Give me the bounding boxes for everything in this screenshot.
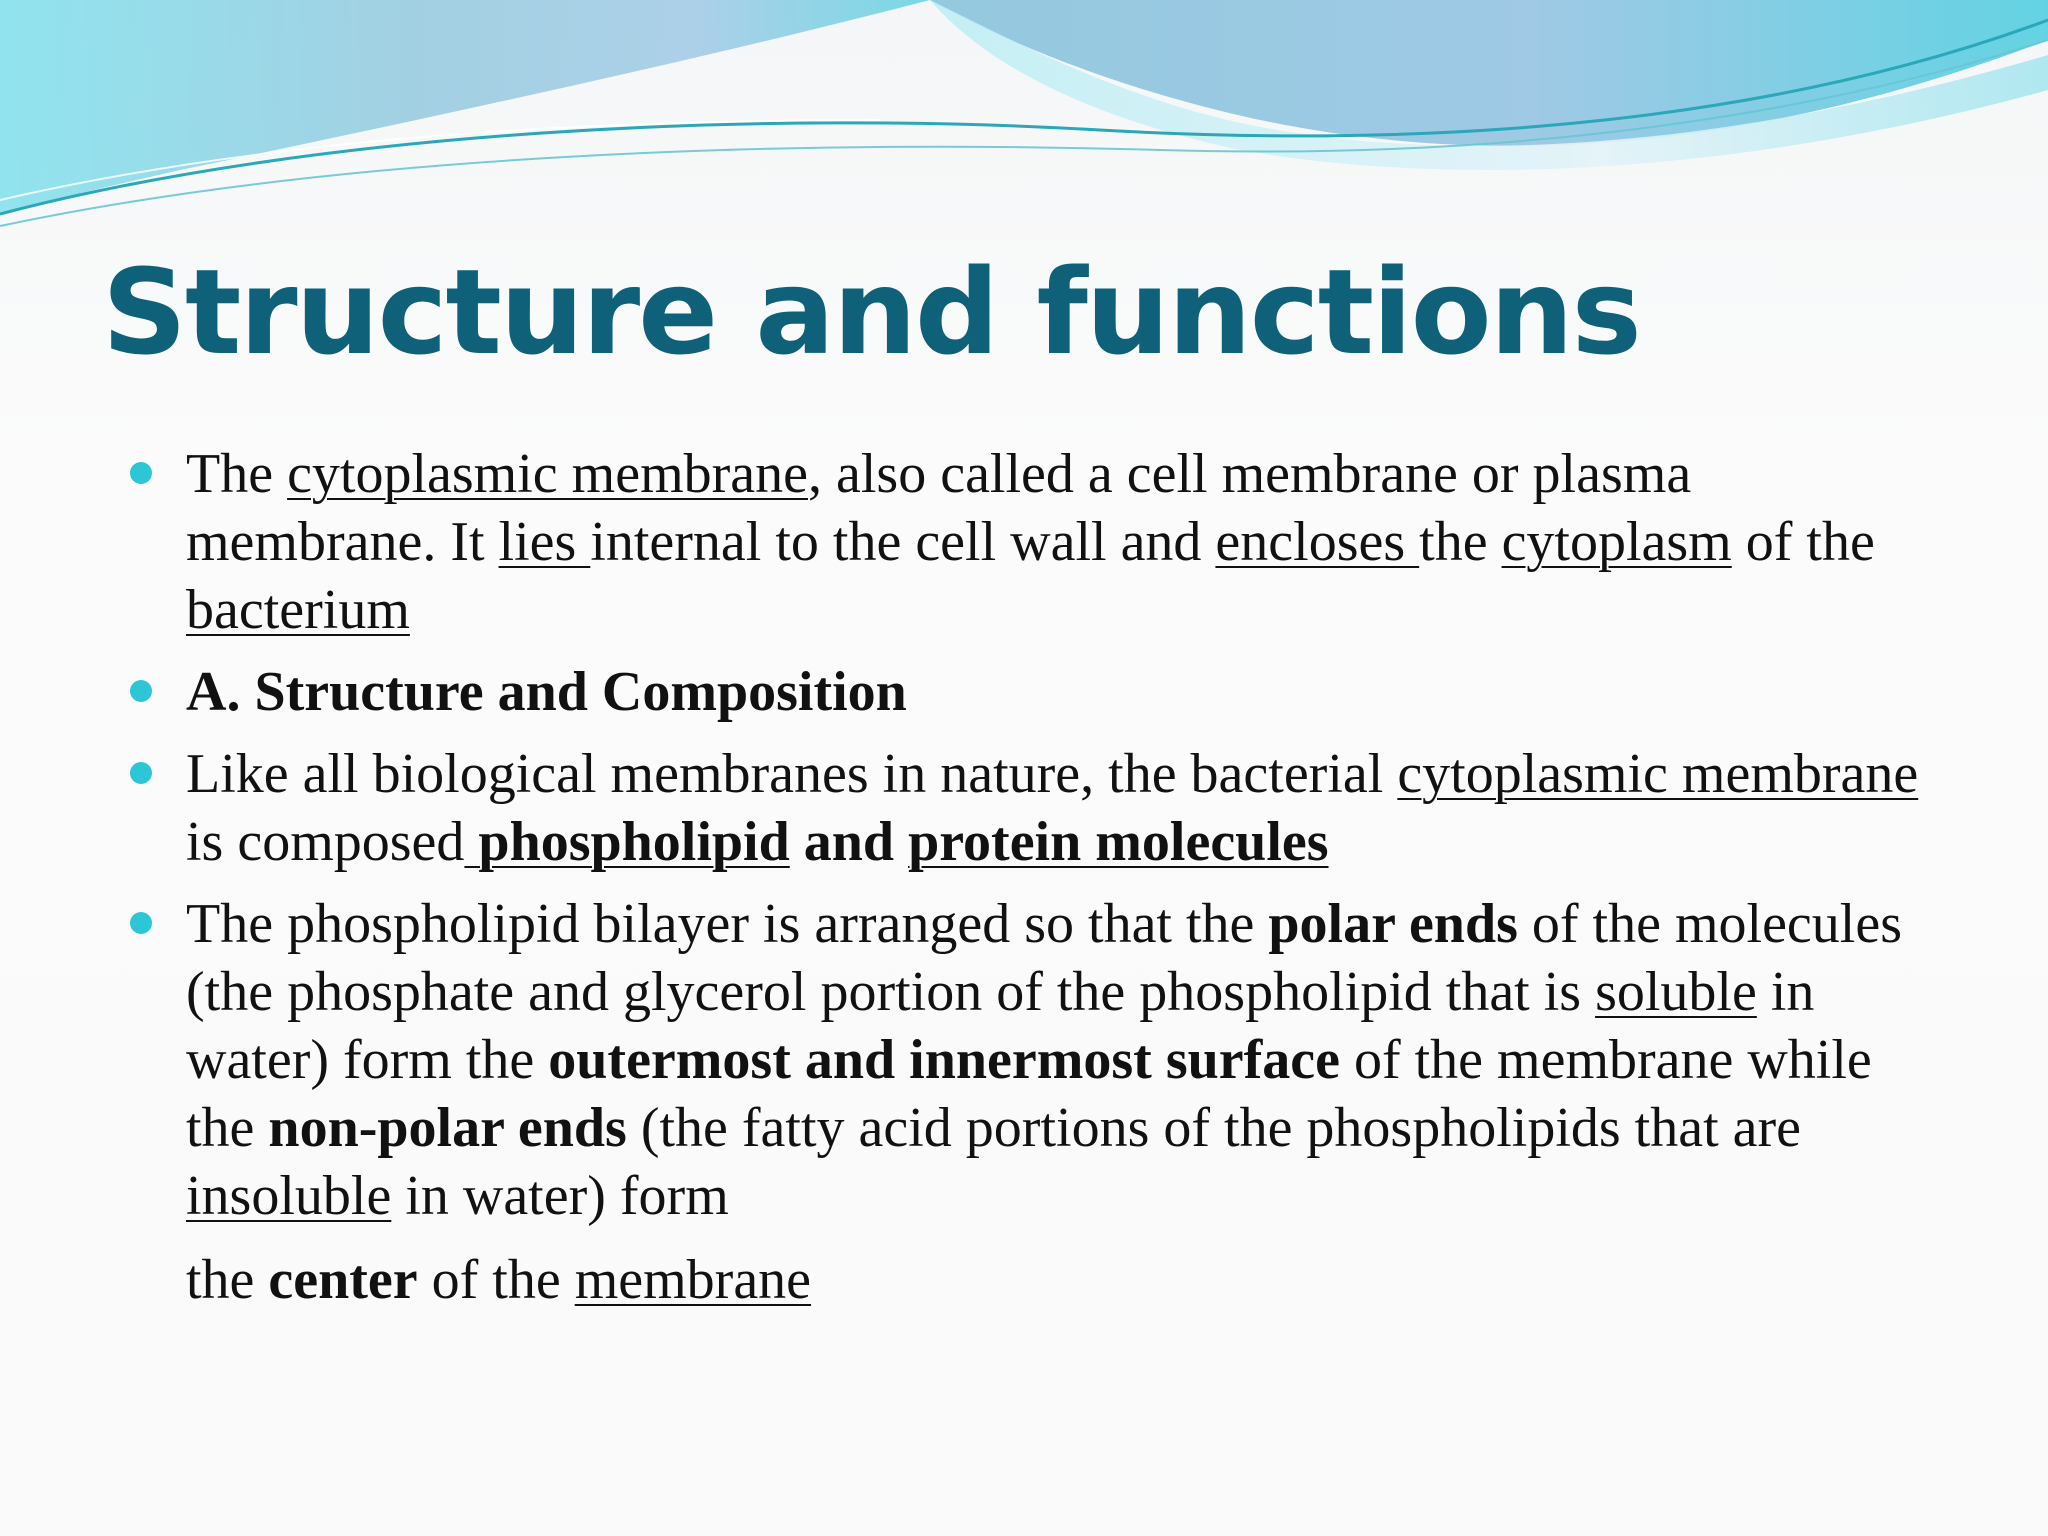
text: The phospholipid bilayer is arranged so that the: [186, 893, 1269, 955]
bold-underlined-term: protein molecules: [908, 811, 1329, 873]
text: , also called a cell membrane or plasma membrane. It: [186, 443, 1692, 573]
text: (the fatty acid portions of the phospholipids that are: [626, 1097, 1802, 1159]
bullet-item-cytoplasmic-membrane: [130, 440, 1920, 644]
text: of the: [417, 1249, 575, 1311]
bullet-dot-icon: [130, 462, 152, 484]
bold-text: and: [789, 811, 909, 873]
text: the: [1419, 511, 1502, 573]
bullet-item-bilayer: [130, 890, 1920, 1314]
text: Like all biological membranes in nature, the bacterial: [186, 743, 1398, 805]
text: of the molecules (the phosphate and glycerol portion of the phospholipid that is: [186, 893, 1902, 1023]
text: The: [186, 443, 288, 505]
bold-underlined-term: phospholipid: [464, 811, 790, 873]
underlined-term: membrane: [574, 1249, 812, 1311]
bold-text: non-polar ends: [268, 1097, 627, 1159]
bullet-dot-icon: [130, 762, 152, 784]
underlined-term: lies: [498, 511, 591, 573]
underlined-term: encloses: [1215, 511, 1420, 573]
underlined-term: insoluble: [186, 1165, 392, 1227]
section-heading: A. Structure and Composition: [186, 661, 907, 723]
bullet-item-structure-heading: [130, 658, 1920, 726]
text: internal to the cell wall and: [590, 511, 1216, 573]
underlined-term: bacterium: [186, 579, 410, 641]
text: of the membrane while the: [186, 1029, 1872, 1159]
slide-title: Structure and functions: [102, 243, 1640, 381]
text: in water) form: [391, 1165, 729, 1227]
bold-text: outermost and innermost surface: [548, 1029, 1340, 1091]
bullet-dot-icon: [130, 912, 152, 934]
text: the: [186, 1249, 269, 1311]
bold-text: center: [268, 1249, 418, 1311]
final-line: [186, 1246, 1920, 1314]
bullet-list: [130, 440, 1920, 1328]
text: of the: [1731, 511, 1875, 573]
text: in water) form the: [186, 961, 1815, 1091]
underlined-term: cytoplasm: [1501, 511, 1732, 573]
bullet-dot-icon: [130, 680, 152, 702]
bullet-item-composition: [130, 740, 1920, 876]
underlined-term: cytoplasmic membrane: [1397, 743, 1919, 805]
text: is composed: [186, 811, 465, 873]
bold-text: polar ends: [1268, 893, 1518, 955]
underlined-term: cytoplasmic membrane: [287, 443, 808, 505]
header-wave-decoration: [0, 0, 2048, 240]
underlined-term: soluble: [1595, 961, 1757, 1023]
